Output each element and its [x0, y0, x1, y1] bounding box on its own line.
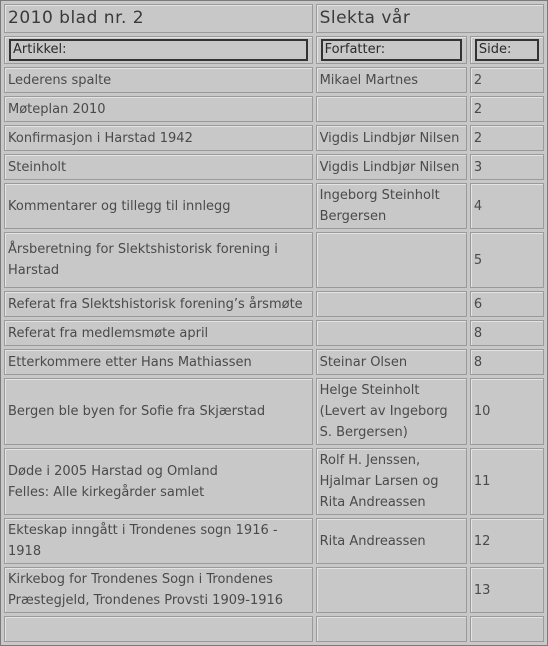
cell-article: Døde i 2005 Harstad og Omland Felles: Alle kirkegårder samlet	[4, 448, 313, 515]
cell-page: 3	[470, 154, 544, 180]
table-row	[4, 96, 544, 122]
column-header-article	[4, 36, 313, 64]
cell-page: 8	[470, 349, 544, 375]
cell-article: Bergen ble byen for Sofie fra Skjærstad	[4, 378, 313, 445]
table-row	[4, 320, 544, 346]
cell-author	[316, 291, 467, 317]
cell-article: Etterkommere etter Hans Mathiassen	[4, 349, 313, 375]
cell-author: Vigdis Lindbjør Nilsen	[316, 125, 467, 151]
column-header-page-label: Side:	[475, 39, 539, 61]
cell-article: Ekteskap inngått i Trondenes sogn 1916 - 1918	[4, 518, 313, 564]
cell-author: Rita Andreassen	[316, 518, 467, 564]
table-row	[4, 378, 544, 445]
cell-author: Mikael Martnes	[316, 67, 467, 93]
cell-article: Kirkebog for Trondenes Sogn i Trondenes Præstegjeld, Trondenes Provsti 1909-1916	[4, 567, 313, 613]
cell-author	[316, 96, 467, 122]
table-row	[4, 291, 544, 317]
table-row	[4, 567, 544, 613]
cell-author	[316, 232, 467, 288]
cell-page: 4	[470, 183, 544, 229]
cell-page: 13	[470, 567, 544, 613]
cell-page: 11	[470, 448, 544, 515]
cell-page: 8	[470, 320, 544, 346]
column-header-article-label: Artikkel:	[9, 39, 308, 61]
cell-page: 2	[470, 96, 544, 122]
cell-page: 2	[470, 67, 544, 93]
cell-page: 10	[470, 378, 544, 445]
cell-page: 12	[470, 518, 544, 564]
column-header-author-label: Forfatter:	[321, 39, 462, 61]
table-row	[4, 349, 544, 375]
cell-author: Steinar Olsen	[316, 349, 467, 375]
table-row	[4, 154, 544, 180]
cell-article: Lederens spalte	[4, 67, 313, 93]
table-row	[4, 232, 544, 288]
cell-page: 5	[470, 232, 544, 288]
cell-article: Kommentarer og tillegg til innlegg	[4, 183, 313, 229]
column-header-page	[470, 36, 544, 64]
cell-page: 2	[470, 125, 544, 151]
cell-author: Ingeborg Steinholt Bergersen	[316, 183, 467, 229]
issue-title: 2010 blad nr. 2	[4, 4, 313, 33]
cell-author	[316, 320, 467, 346]
table-row	[4, 125, 544, 151]
table-row	[4, 67, 544, 93]
cell-author: Vigdis Lindbjør Nilsen	[316, 154, 467, 180]
cell-article: Referat fra Slektshistorisk forening’s årsmøte	[4, 291, 313, 317]
cell-author: Rolf H. Jenssen, Hjalmar Larsen og Rita Andreassen	[316, 448, 467, 515]
header-row	[4, 36, 544, 64]
cell-author: Helge Steinholt (Levert av Ingeborg S. Bergersen)	[316, 378, 467, 445]
cell-author	[316, 567, 467, 613]
title-row	[4, 4, 544, 33]
cell-page: 6	[470, 291, 544, 317]
column-header-author	[316, 36, 467, 64]
table-row	[4, 518, 544, 564]
cell-article: Årsberetning for Slektshistorisk forening i Harstad	[4, 232, 313, 288]
cell-article: Konfirmasjon i Harstad 1942	[4, 125, 313, 151]
table-row	[4, 448, 544, 515]
table-row	[4, 183, 544, 229]
cell-article: Referat fra medlemsmøte april	[4, 320, 313, 346]
publication-title: Slekta vår	[316, 4, 544, 33]
cell-article: Møteplan 2010	[4, 96, 313, 122]
cell-article: Steinholt	[4, 154, 313, 180]
